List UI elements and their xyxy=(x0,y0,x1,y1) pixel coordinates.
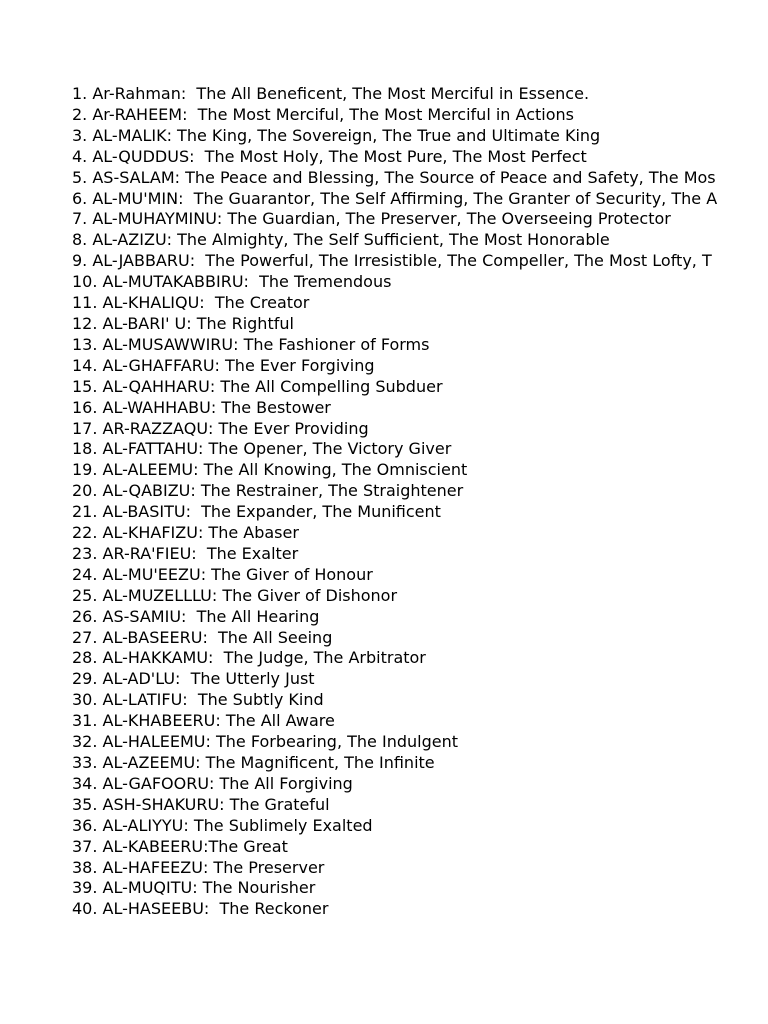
list-item: 4. AL-QUDDUS: The Most Holy, The Most Pure, The Most Perfect xyxy=(72,146,587,166)
list-item: 22. AL-KHAFIZU: The Abaser xyxy=(72,523,299,543)
list-item: 33. AL-AZEEMU: The Magnificent, The Infinite xyxy=(72,753,435,772)
list-item: 28. AL-HAKKAMU: The Judge, The Arbitrator xyxy=(72,648,426,668)
list-item: 29. AL-AD'LU: The Utterly Just xyxy=(72,669,315,689)
list-item: 35. ASH-SHAKURU: The Grateful xyxy=(72,794,330,814)
list-item: 10. AL-MUTAKABBIRU: The Tremendous xyxy=(72,272,392,292)
list-item: 13. AL-MUSAWWIRU: The Fashioner of Forms xyxy=(72,334,430,354)
list-item: 8. AL-AZIZU: The Almighty, The Self Sufficient, The Most Honorable xyxy=(72,230,610,250)
list-item: 20. AL-QABIZU: The Restrainer, The Straightener xyxy=(72,481,464,501)
list-item: 40. AL-HASEEBU: The Reckoner xyxy=(72,899,329,919)
list-item: 17. AR-RAZZAQU: The Ever Providing xyxy=(72,418,369,438)
list-item: 24. AL-MU'EEZU: The Giver of Honour xyxy=(72,564,373,584)
list-item: 25. AL-MUZELLLU: The Giver of Dishonor xyxy=(72,585,398,605)
list-item: 18. AL-FATTAHU: The Opener, The Victory Giver xyxy=(72,439,452,459)
list-item: 34. AL-GAFOORU: The All Forgiving xyxy=(72,773,353,793)
list-item: 7. AL-MUHAYMINU: The Guardian, The Preserver, The Overseeing Protector xyxy=(72,209,671,229)
list-item: 15. AL-QAHHARU: The All Compelling Subduer xyxy=(72,376,443,396)
list-item: 16. AL-WAHHABU: The Bestower xyxy=(72,397,331,417)
list-item: 6. AL-MU'MIN: The Guarantor, The Self Affirming, The Granter of Security, The A xyxy=(72,188,718,208)
list-item: 26. AS-SAMIU: The All Hearing xyxy=(72,606,320,626)
list-item: 37. AL-KABEERU:The Great xyxy=(72,836,288,856)
list-item: 14. AL-GHAFFARU: The Ever Forgiving xyxy=(72,355,375,375)
list-item: 36. AL-ALIYYU: The Sublimely Exalted xyxy=(72,815,373,835)
list-item: 19. AL-ALEEMU: The All Knowing, The Omniscient xyxy=(72,460,468,480)
list-item: 9. AL-JABBARU: The Powerful, The Irresistible, The Compeller, The Most Lofty, T xyxy=(72,251,712,271)
list-item: 32. AL-HALEEMU: The Forbearing, The Indulgent xyxy=(72,732,458,752)
list-item: 38. AL-HAFEEZU: The Preserver xyxy=(72,857,325,877)
list-item: 39. AL-MUQITU: The Nourisher xyxy=(72,878,316,898)
list-item: 21. AL-BASITU: The Expander, The Munificent xyxy=(72,502,441,522)
list-item: 31. AL-KHABEERU: The All Aware xyxy=(72,711,335,731)
list-item: 12. AL-BARI' U: The Rightful xyxy=(72,313,294,333)
list-item: 27. AL-BASEERU: The All Seeing xyxy=(72,627,333,647)
list-item: 5. AS-SALAM: The Peace and Blessing, The Source of Peace and Safety, The Mos xyxy=(72,167,716,187)
list-item: 2. Ar-RAHEEM: The Most Merciful, The Most Merciful in Actions xyxy=(72,104,574,124)
list-item: 23. AR-RA'FIEU: The Exalter xyxy=(72,543,299,563)
names-list xyxy=(72,84,717,920)
list-item: 1. Ar-Rahman: The All Beneficent, The Most Merciful in Essence. xyxy=(72,84,590,103)
list-item: 11. AL-KHALIQU: The Creator xyxy=(72,293,310,313)
list-item: 30. AL-LATIFU: The Subtly Kind xyxy=(72,690,324,710)
list-item: 3. AL-MALIK: The King, The Sovereign, The True and Ultimate King xyxy=(72,125,601,145)
